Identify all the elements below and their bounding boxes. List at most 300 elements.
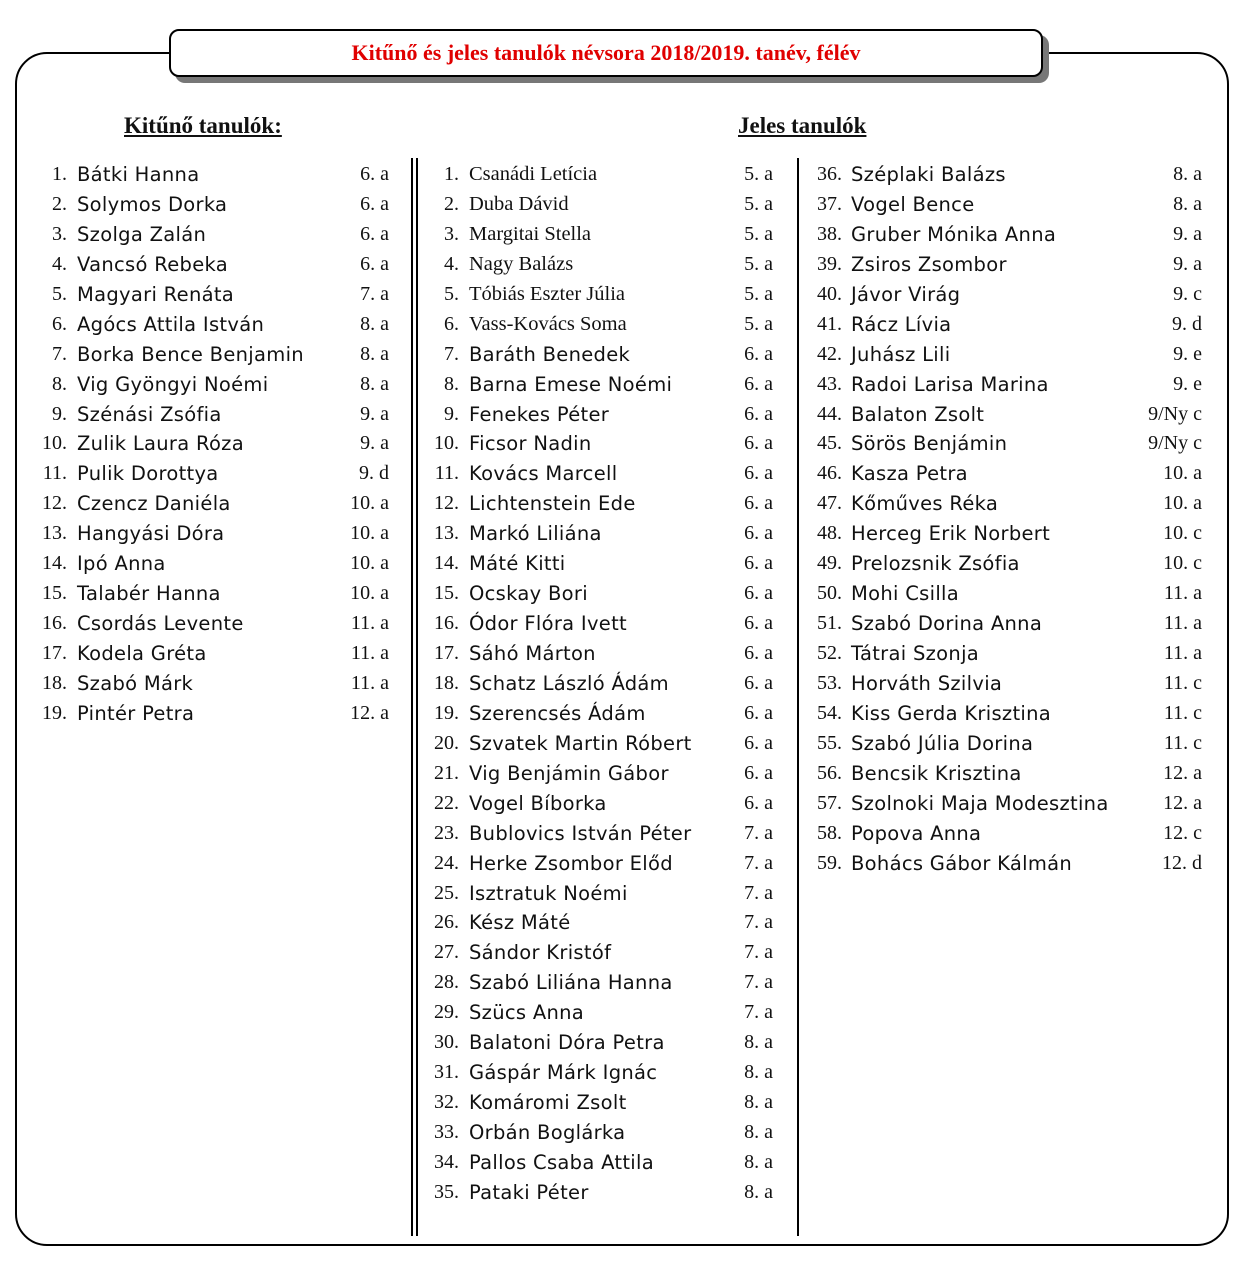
student-class: 7. a — [744, 1001, 773, 1024]
student-class: 10. c — [1163, 522, 1202, 545]
item-number: 14. — [434, 552, 459, 575]
student-name: Sáhó Márton — [469, 642, 596, 665]
student-name: Nagy Balázs — [469, 252, 574, 275]
list-item — [806, 250, 1202, 280]
student-class: 6. a — [744, 671, 773, 694]
student-class: 6. a — [744, 372, 773, 395]
item-number: 45. — [817, 432, 842, 455]
student-name: Markó Liliána — [469, 522, 602, 546]
student-class: 6. a — [744, 761, 773, 784]
student-name: Pallos Csaba Attila — [469, 1150, 654, 1174]
student-class: 6. a — [744, 462, 773, 485]
list-item — [30, 370, 389, 400]
item-number: 21. — [434, 761, 459, 784]
student-name: Kasza Petra — [851, 462, 968, 486]
list-item — [30, 190, 389, 220]
student-class: 9. e — [1173, 372, 1202, 395]
item-number: 26. — [434, 911, 459, 934]
student-name: Balaton Zsolt — [851, 402, 985, 426]
list-item — [423, 849, 773, 879]
student-class: 7. a — [744, 911, 773, 934]
student-class: 11. a — [350, 642, 389, 664]
list-item — [423, 429, 773, 459]
list-item — [806, 639, 1202, 669]
student-name: Sörös Benjámin — [851, 432, 1008, 456]
item-number: 50. — [817, 582, 842, 605]
list-item — [423, 280, 773, 310]
divider-single — [797, 158, 799, 1236]
item-number: 43. — [817, 372, 842, 395]
list-item — [423, 669, 773, 699]
student-class: 5. a — [744, 192, 773, 215]
list-item — [806, 459, 1202, 489]
student-name: Komáromi Zsolt — [469, 1091, 627, 1115]
student-class: 12. d — [1162, 851, 1202, 874]
list-item — [30, 340, 389, 370]
item-number: 6. — [444, 312, 459, 335]
item-number: 1. — [444, 163, 459, 185]
student-class: 6. a — [744, 342, 773, 365]
student-class: 6. a — [744, 522, 773, 545]
student-class: 8. a — [744, 1121, 773, 1143]
item-number: 37. — [817, 192, 842, 215]
student-class: 6. a — [744, 612, 773, 635]
student-name: Prelozsnik Zsófia — [851, 552, 1020, 576]
item-number: 22. — [434, 791, 459, 814]
student-name: Herceg Erik Norbert — [851, 522, 1051, 546]
list-item — [806, 400, 1202, 430]
student-name: Kodela Gréta — [77, 642, 207, 665]
student-name: Csordás Levente — [77, 612, 244, 636]
student-name: Solymos Dorka — [77, 192, 228, 216]
student-class: 6. a — [744, 402, 773, 425]
student-class: 5. a — [744, 163, 773, 185]
heading-kitunu: Kitűnő tanulók: — [124, 113, 282, 138]
student-class: 8. a — [744, 1061, 773, 1084]
student-class: 12. a — [350, 701, 389, 724]
student-name: Vogel Bence — [851, 192, 975, 216]
student-name: Vig Benjámin Gábor — [469, 761, 669, 785]
student-name: Ipó Anna — [77, 552, 166, 576]
item-number: 8. — [52, 372, 67, 395]
item-number: 39. — [817, 252, 842, 275]
student-name: Czencz Daniéla — [77, 492, 231, 516]
item-number: 13. — [434, 522, 459, 545]
student-name: Horváth Szilvia — [851, 671, 1003, 695]
list-item — [806, 759, 1202, 789]
student-name: Margitai Stella — [469, 222, 592, 245]
student-name: Schatz László Ádám — [469, 671, 669, 695]
item-number: 35. — [434, 1180, 459, 1203]
item-number: 4. — [52, 252, 67, 275]
student-class: 10. a — [1163, 492, 1202, 515]
item-number: 18. — [42, 671, 67, 694]
item-number: 11. — [434, 462, 459, 485]
item-number: 55. — [817, 731, 842, 754]
list-item — [423, 908, 773, 938]
student-name: Vogel Bíborka — [469, 791, 607, 815]
student-class: 5. a — [744, 282, 773, 305]
item-number: 58. — [817, 821, 842, 844]
item-number: 3. — [444, 222, 459, 245]
list-item — [806, 669, 1202, 699]
item-number: 2. — [444, 192, 459, 215]
student-class: 9. a — [1173, 252, 1202, 275]
student-name: Kőműves Réka — [851, 492, 999, 516]
student-class: 12. a — [1163, 761, 1202, 784]
student-class: 11. a — [350, 671, 389, 694]
list-item — [806, 220, 1202, 250]
student-class: 8. a — [360, 312, 389, 335]
student-class: 8. a — [744, 1150, 773, 1173]
student-name: Gruber Mónika Anna — [851, 222, 1057, 246]
student-class: 8. a — [744, 1180, 773, 1203]
student-class: 8. a — [744, 1091, 773, 1114]
list-item — [30, 639, 389, 669]
student-name: Máté Kitti — [469, 552, 566, 576]
list-item — [30, 310, 389, 340]
student-name: Barna Emese Noémi — [469, 372, 673, 396]
student-class: 6. a — [744, 731, 773, 754]
student-class: 8. a — [360, 342, 389, 365]
item-number: 36. — [817, 163, 842, 185]
student-class: 10. a — [1163, 462, 1202, 485]
item-number: 19. — [434, 701, 459, 724]
item-number: 48. — [817, 522, 842, 545]
list-item — [30, 549, 389, 579]
list-item — [30, 609, 389, 639]
item-number: 12. — [434, 492, 459, 515]
student-name: Sándor Kristóf — [469, 941, 612, 965]
list-item — [423, 819, 773, 849]
student-name: Agócs Attila István — [77, 312, 265, 336]
student-class: 6. a — [744, 582, 773, 605]
item-number: 31. — [434, 1061, 459, 1084]
item-number: 25. — [434, 881, 459, 904]
item-number: 47. — [817, 492, 842, 515]
list-item — [423, 968, 773, 998]
student-name: Zulik Laura Róza — [77, 432, 244, 456]
item-number: 41. — [817, 312, 842, 335]
item-number: 32. — [434, 1091, 459, 1114]
list-item — [806, 519, 1202, 549]
student-name: Szabó Júlia Dorina — [851, 731, 1034, 755]
item-number: 57. — [817, 791, 842, 814]
list-item — [806, 280, 1202, 310]
item-number: 10. — [434, 432, 459, 455]
student-class: 12. a — [1163, 791, 1202, 814]
list-item — [423, 220, 773, 250]
student-name: Bohács Gábor Kálmán — [851, 851, 1073, 875]
list-item — [806, 489, 1202, 519]
divider-double-right — [416, 158, 418, 1236]
item-number: 17. — [434, 642, 459, 664]
student-class: 9/Ny c — [1148, 402, 1202, 425]
item-number: 23. — [434, 821, 459, 844]
student-class: 10. a — [350, 522, 389, 545]
list-item — [30, 400, 389, 430]
item-number: 5. — [444, 282, 459, 305]
student-class: 6. a — [360, 252, 389, 275]
divider-double-left — [411, 158, 413, 1236]
student-class: 8. a — [360, 372, 389, 395]
student-name: Isztratuk Noémi — [469, 881, 628, 905]
item-number: 4. — [444, 252, 459, 275]
item-number: 2. — [52, 192, 67, 215]
list-item — [30, 160, 389, 190]
student-name: Vass-Kovács Soma — [469, 312, 627, 335]
student-class: 9. a — [1173, 222, 1202, 245]
kitunu-list — [30, 160, 389, 729]
student-name: Magyari Renáta — [77, 282, 235, 306]
item-number: 44. — [817, 402, 842, 425]
student-name: Pataki Péter — [469, 1180, 589, 1204]
item-number: 28. — [434, 971, 459, 994]
list-item — [423, 489, 773, 519]
student-name: Tátrai Szonja — [851, 642, 980, 665]
item-number: 40. — [817, 282, 842, 305]
list-item — [423, 1178, 773, 1208]
list-item — [423, 1118, 773, 1148]
item-number: 5. — [52, 282, 67, 305]
student-name: Szolnoki Maja Modesztina — [851, 791, 1109, 815]
student-class: 10. a — [350, 582, 389, 605]
student-class: 6. a — [360, 192, 389, 215]
student-name: Balatoni Dóra Petra — [469, 1031, 665, 1055]
student-name: Ódor Flóra Ivett — [469, 612, 627, 636]
student-class: 11. a — [350, 612, 389, 635]
student-name: Szolga Zalán — [77, 222, 207, 246]
jeles-list-2 — [806, 160, 1202, 879]
list-item — [423, 340, 773, 370]
student-name: Ocskay Bori — [469, 582, 588, 606]
student-class: 9. e — [1173, 342, 1202, 365]
student-name: Vig Gyöngyi Noémi — [77, 372, 269, 396]
list-item — [806, 699, 1202, 729]
item-number: 19. — [42, 701, 67, 724]
item-number: 9. — [52, 402, 67, 425]
item-number: 16. — [434, 612, 459, 635]
student-class: 10. a — [350, 552, 389, 575]
list-item — [423, 729, 773, 759]
student-name: Jávor Virág — [851, 282, 961, 306]
student-class: 6. a — [744, 492, 773, 515]
student-name: Vancsó Rebeka — [77, 252, 228, 276]
list-item — [423, 1028, 773, 1058]
list-item — [423, 459, 773, 489]
list-item — [423, 1088, 773, 1118]
list-item — [806, 789, 1202, 819]
list-item — [423, 579, 773, 609]
list-item — [423, 699, 773, 729]
student-class: 11. c — [1163, 701, 1202, 724]
list-item — [30, 579, 389, 609]
student-class: 11. a — [1163, 642, 1202, 664]
student-class: 6. a — [360, 222, 389, 245]
list-item — [30, 669, 389, 699]
item-number: 27. — [434, 941, 459, 964]
item-number: 38. — [817, 222, 842, 245]
student-name: Bátki Hanna — [77, 163, 200, 186]
list-item — [806, 729, 1202, 759]
student-class: 9/Ny c — [1148, 432, 1202, 455]
list-item — [806, 370, 1202, 400]
list-item — [423, 938, 773, 968]
list-item — [30, 519, 389, 549]
item-number: 14. — [42, 552, 67, 575]
item-number: 10. — [42, 432, 67, 455]
student-class: 10. a — [350, 492, 389, 515]
list-item — [30, 429, 389, 459]
item-number: 18. — [434, 671, 459, 694]
list-item — [423, 998, 773, 1028]
item-number: 24. — [434, 851, 459, 874]
student-class: 8. a — [1173, 163, 1202, 185]
student-name: Bencsik Krisztina — [851, 761, 1022, 785]
student-class: 7. a — [744, 881, 773, 904]
list-item — [423, 1058, 773, 1088]
item-number: 6. — [52, 312, 67, 335]
student-name: Talabér Hanna — [77, 582, 221, 606]
item-number: 49. — [817, 552, 842, 575]
student-name: Lichtenstein Ede — [469, 492, 636, 516]
page-title: Kitűnő és jeles tanulók névsora 2018/2019. tanév, félév — [351, 40, 861, 65]
student-name: Ficsor Nadin — [469, 432, 592, 456]
student-class: 6. a — [360, 163, 389, 185]
item-number: 8. — [444, 372, 459, 395]
list-item — [30, 489, 389, 519]
item-number: 7. — [52, 342, 67, 365]
list-item — [423, 609, 773, 639]
student-class: 9. a — [360, 432, 389, 455]
student-name: Kiss Gerda Krisztina — [851, 701, 1052, 725]
list-item — [30, 280, 389, 310]
student-name: Orbán Boglárka — [469, 1121, 626, 1144]
list-item — [423, 160, 773, 190]
student-name: Borka Bence Benjamin — [77, 342, 304, 366]
student-name: Herke Zsombor Előd — [469, 851, 673, 875]
student-class: 6. a — [744, 552, 773, 575]
student-class: 11. c — [1163, 671, 1202, 694]
student-class: 7. a — [744, 821, 773, 844]
item-number: 34. — [434, 1150, 459, 1173]
student-name: Baráth Benedek — [469, 342, 631, 366]
list-item — [423, 639, 773, 669]
student-class: 12. c — [1163, 821, 1202, 844]
list-item — [806, 819, 1202, 849]
list-item — [423, 759, 773, 789]
list-item — [423, 400, 773, 430]
student-name: Szvatek Martin Róbert — [469, 731, 692, 755]
student-class: 6. a — [744, 791, 773, 814]
item-number: 16. — [42, 612, 67, 635]
item-number: 12. — [42, 492, 67, 515]
student-name: Pulik Dorottya — [77, 462, 219, 486]
student-name: Juhász Lili — [851, 342, 951, 366]
student-name: Pintér Petra — [77, 701, 195, 725]
student-class: 10. c — [1163, 552, 1202, 575]
list-item — [30, 220, 389, 250]
item-number: 42. — [817, 342, 842, 365]
student-class: 5. a — [744, 252, 773, 275]
item-number: 59. — [817, 851, 842, 874]
student-class: 11. a — [1163, 582, 1202, 605]
student-name: Mohi Csilla — [851, 582, 960, 606]
item-number: 3. — [52, 222, 67, 245]
list-item — [423, 190, 773, 220]
item-number: 15. — [434, 582, 459, 605]
list-item — [30, 699, 389, 729]
student-name: Rácz Lívia — [851, 312, 952, 336]
student-name: Bublovics István Péter — [469, 821, 692, 845]
student-class: 9. c — [1173, 282, 1202, 305]
item-number: 53. — [817, 671, 842, 694]
student-name: Szabó Dorina Anna — [851, 612, 1043, 636]
student-name: Hangyási Dóra — [77, 522, 225, 546]
student-name: Radoi Larisa Marina — [851, 372, 1049, 396]
student-name: Kész Máté — [469, 911, 571, 935]
student-name: Szabó Liliána Hanna — [469, 971, 673, 995]
list-item — [806, 849, 1202, 879]
title-box — [169, 29, 1043, 77]
list-item — [806, 310, 1202, 340]
student-name: Szénási Zsófia — [77, 402, 222, 426]
item-number: 7. — [444, 342, 459, 365]
student-class: 7. a — [360, 282, 389, 305]
student-class: 6. a — [744, 642, 773, 664]
student-name: Fenekes Péter — [469, 402, 610, 426]
student-class: 9. a — [360, 402, 389, 425]
student-class: 6. a — [744, 432, 773, 455]
item-number: 30. — [434, 1031, 459, 1054]
student-class: 11. a — [1163, 612, 1202, 635]
item-number: 33. — [434, 1121, 459, 1143]
jeles-list-1 — [423, 160, 773, 1208]
list-item — [30, 459, 389, 489]
list-item — [30, 250, 389, 280]
list-item — [806, 429, 1202, 459]
student-name: Szücs Anna — [469, 1001, 585, 1025]
item-number: 56. — [817, 761, 842, 784]
item-number: 9. — [444, 402, 459, 425]
student-class: 7. a — [744, 941, 773, 964]
student-class: 8. a — [744, 1031, 773, 1054]
student-class: 5. a — [744, 222, 773, 245]
list-item — [423, 370, 773, 400]
item-number: 54. — [817, 701, 842, 724]
student-name: Szerencsés Ádám — [469, 701, 646, 725]
list-item — [806, 190, 1202, 220]
student-name: Zsiros Zsombor — [851, 252, 1007, 276]
item-number: 52. — [817, 642, 842, 664]
list-item — [806, 579, 1202, 609]
item-number: 17. — [42, 642, 67, 664]
item-number: 11. — [42, 462, 67, 485]
list-item — [423, 310, 773, 340]
list-item — [423, 789, 773, 819]
student-name: Kovács Marcell — [469, 462, 618, 486]
student-class: 8. a — [1173, 192, 1202, 215]
student-name: Popova Anna — [851, 821, 982, 845]
item-number: 20. — [434, 731, 459, 754]
list-item — [423, 1148, 773, 1178]
heading-jeles: Jeles tanulók — [738, 113, 867, 138]
item-number: 46. — [817, 462, 842, 485]
student-name: Szabó Márk — [77, 671, 194, 695]
list-item — [423, 519, 773, 549]
list-item — [806, 609, 1202, 639]
student-name: Széplaki Balázs — [851, 163, 1006, 186]
